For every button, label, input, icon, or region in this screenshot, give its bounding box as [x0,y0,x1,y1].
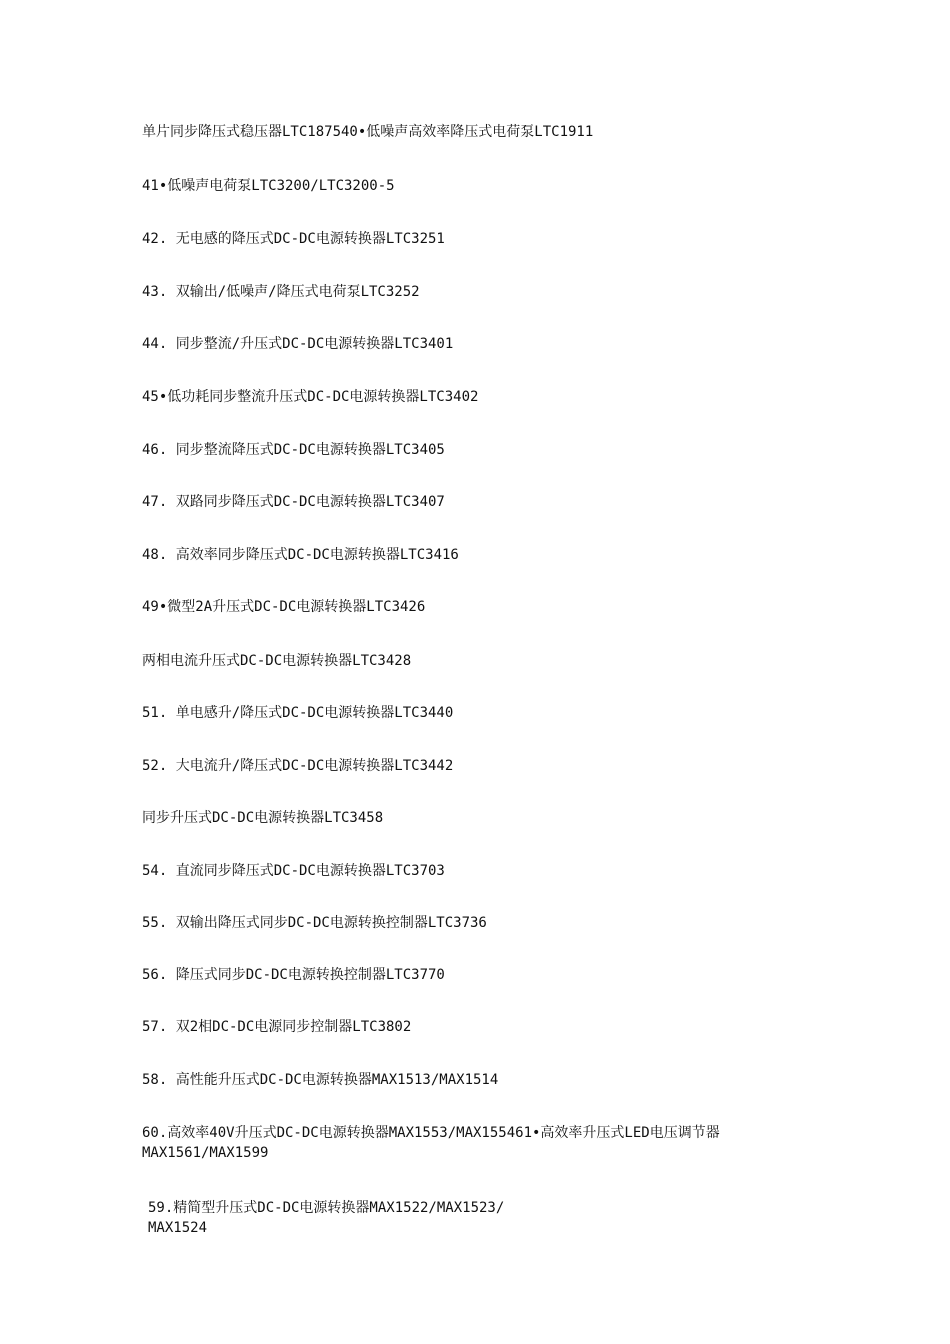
list-item: 51. 单电感升/降压式DC-DC电源转换器LTC3440 [142,705,454,721]
list-item: 44. 同步整流/升压式DC-DC电源转换器LTC3401 [142,336,454,352]
list-item: 56. 降压式同步DC-DC电源转换控制器LTC3770 [142,967,445,983]
list-item: 47. 双路同步降压式DC-DC电源转换器LTC3407 [142,494,445,510]
list-item: 41•低噪声电荷泵LTC3200/LTC3200-5 [142,178,395,194]
list-item: 45•低功耗同步整流升压式DC-DC电源转换器LTC3402 [142,389,479,405]
list-item: 49•微型2A升压式DC-DC电源转换器LTC3426 [142,599,426,615]
list-item: 54. 直流同步降压式DC-DC电源转换器LTC3703 [142,863,445,879]
list-item: 58. 高性能升压式DC-DC电源转换器MAX1513/MAX1514 [142,1072,499,1088]
list-item-continuation: MAX1524 [148,1220,208,1236]
list-item: 57. 双2相DC-DC电源同步控制器LTC3802 [142,1019,412,1035]
list-item: 55. 双输出降压式同步DC-DC电源转换控制器LTC3736 [142,915,487,931]
list-item: 单片同步降压式稳压器LTC187540•低噪声高效率降压式电荷泵LTC1911 [142,124,594,140]
list-item: 59.精简型升压式DC-DC电源转换器MAX1522/MAX1523/ [148,1200,505,1216]
list-item: 48. 高效率同步降压式DC-DC电源转换器LTC3416 [142,547,459,563]
list-item: 两相电流升压式DC-DC电源转换器LTC3428 [142,653,412,669]
list-item: 60.高效率40V升压式DC-DC电源转换器MAX1553/MAX155461•高效率升压式LED电压调节器MAX1561/MAX1599 [142,1125,720,1161]
list-item: 43. 双输出/低噪声/降压式电荷泵LTC3252 [142,284,420,300]
list-item: 52. 大电流升/降压式DC-DC电源转换器LTC3442 [142,758,454,774]
list-item: 同步升压式DC-DC电源转换器LTC3458 [142,810,384,826]
list-item: 46. 同步整流降压式DC-DC电源转换器LTC3405 [142,442,445,458]
list-item: 42. 无电感的降压式DC-DC电源转换器LTC3251 [142,231,445,247]
